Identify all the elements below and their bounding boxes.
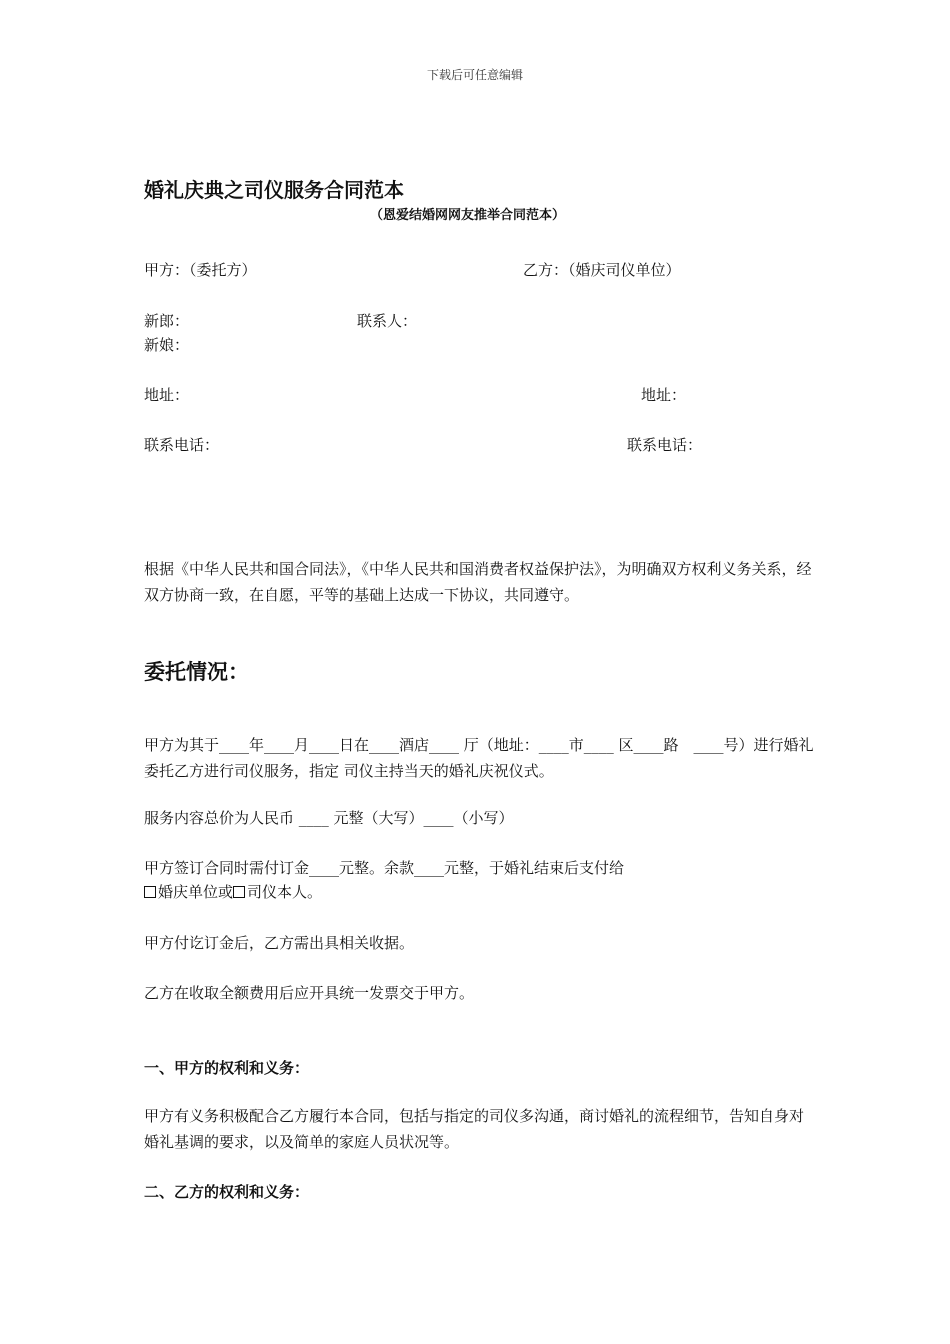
section-1-heading: 一、甲方的权利和义务：	[144, 1059, 310, 1077]
header-note: 下载后可任意编辑	[426, 68, 523, 82]
phone-b-label: 联系电话：	[627, 436, 703, 454]
price-paragraph: 服务内容总价为人民币 ____ 元整（大写）____（小写）	[144, 809, 514, 827]
invoice-paragraph: 乙方在收取全额费用后应开具统一发票交于甲方。	[144, 984, 475, 1002]
checkbox-icon	[144, 886, 156, 898]
bride-label: 新娘：	[144, 336, 190, 354]
contact-person-label: 联系人：	[357, 312, 418, 330]
address-a-label: 地址：	[144, 386, 190, 404]
commission-paragraph: 甲方为其于____年____月____日在____酒店____ 厅（地址：____市____ 区____路 ____号）进行婚礼委托乙方进行司仪服务，指定 司仪主持当天的婚礼庆祝仪式。	[144, 736, 814, 780]
section-2-heading: 二、乙方的权利和义务：	[144, 1183, 310, 1201]
receipt-paragraph: 甲方付讫订金后，乙方需出具相关收据。	[144, 934, 415, 952]
address-b-label: 地址：	[641, 386, 687, 404]
deposit-paragraph: 甲方签订合同时需付订金____元整。余款____元整，于婚礼结束后支付给	[144, 859, 625, 877]
section-1-paragraph: 甲方有义务积极配合乙方履行本合同，包括与指定的司仪多沟通，商讨婚礼的流程细节，告知自身对婚礼基调的要求，以及简单的家庭人员状况等。	[144, 1107, 805, 1151]
party-b-label: 乙方：（婚庆司仪单位）	[523, 261, 681, 279]
payee-options	[144, 879, 814, 905]
intro-paragraph: 根据《中华人民共和国合同法》，《中华人民共和国消费者权益保护法》，为明确双方权利义务关系，经双方协商一致，在自愿，平等的基础上达成一下协议，共同遵守。	[144, 560, 812, 604]
groom-label: 新郎：	[144, 312, 190, 330]
checkbox-icon	[233, 886, 245, 898]
section-commission-heading: 委托情况：	[144, 659, 249, 684]
phone-a-label: 联系电话：	[144, 436, 220, 454]
document-title: 婚礼庆典之司仪服务合同范本	[144, 178, 404, 202]
payee-option-1: 婚庆单位或	[158, 883, 234, 901]
payee-option-2: 司仪本人。	[247, 883, 323, 901]
document-subtitle: （恩爱结婚网网友推举合同范本）	[370, 208, 566, 223]
party-a-label: 甲方：（委托方）	[144, 261, 257, 279]
